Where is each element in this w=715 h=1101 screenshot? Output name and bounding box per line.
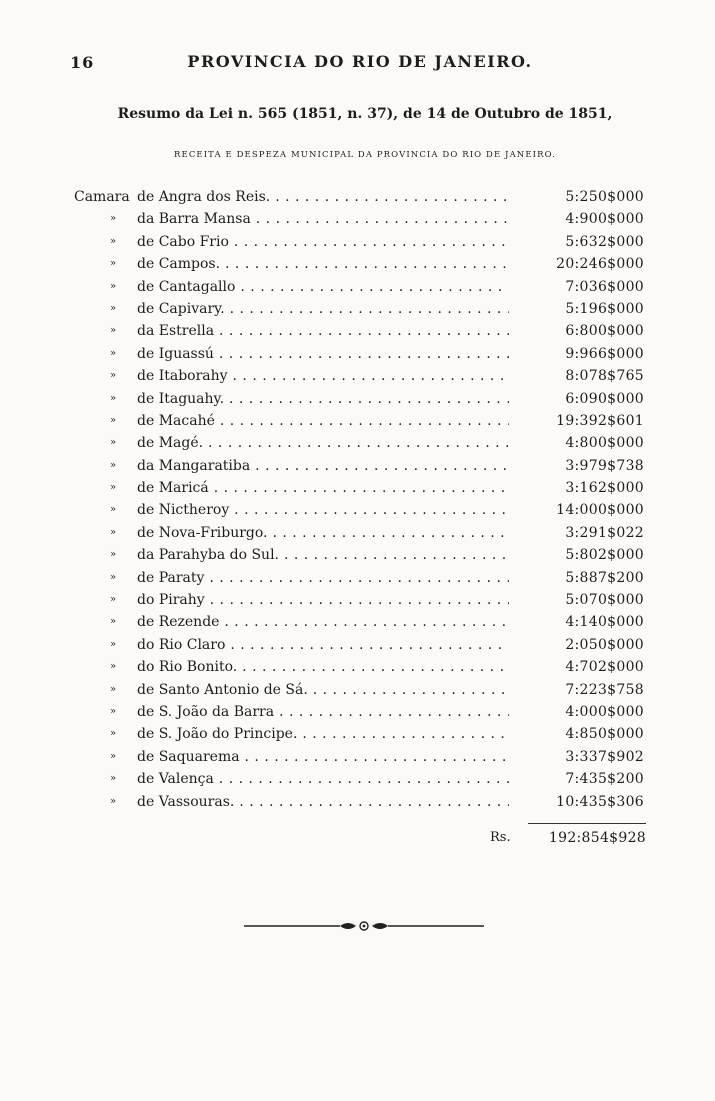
ditto-mark: »: [110, 638, 117, 650]
table-row: [74, 723, 654, 745]
municipality-name: da Barra Mansa . .: [137, 208, 509, 230]
table-row: [74, 634, 654, 656]
municipality-name: de S. João do Principe. . .: [137, 723, 509, 745]
municipality-name: de Magé. . .: [137, 432, 509, 454]
amount: 20:246$000: [556, 256, 644, 273]
amount: 10:435$306: [556, 793, 644, 810]
municipality-name: de Macahé . .: [137, 410, 509, 432]
total-amount: 192:854$928: [548, 830, 646, 846]
municipality-name: de Angra dos Reis. . .: [137, 186, 509, 208]
table-row: [74, 499, 654, 521]
municipality-name: de Maricá . .: [137, 477, 509, 499]
ditto-mark: »: [110, 795, 117, 807]
amount: 6:800$000: [565, 323, 644, 340]
table-row: [74, 656, 654, 678]
amount: 3:162$000: [565, 480, 644, 497]
amount: 2:050$000: [565, 636, 644, 653]
ditto-mark: »: [110, 728, 117, 740]
table-row: [74, 746, 654, 768]
table-row: [74, 701, 654, 723]
amount: 4:702$000: [565, 659, 644, 676]
running-title: PROVINCIA DO RIO DE JANEIRO.: [187, 52, 533, 71]
law-subtitle: Resumo da Lei n. 565 (1851, n. 37), de 14 de Outubro de 1851,: [117, 106, 613, 122]
table-row: [74, 522, 654, 544]
amount: 4:900$000: [565, 211, 644, 228]
amount: 5:070$000: [565, 592, 644, 609]
amount: 7:435$200: [565, 771, 644, 788]
amount: 4:140$000: [565, 614, 644, 631]
amount: 5:632$000: [565, 233, 644, 250]
table-row: [74, 611, 654, 633]
table-row: [74, 276, 654, 298]
amount: 4:000$000: [565, 703, 644, 720]
table-row: [74, 679, 654, 701]
ditto-mark: »: [110, 616, 117, 628]
ditto-mark: »: [110, 504, 117, 516]
amount: 14:000$000: [556, 502, 644, 519]
ditto-mark: »: [110, 571, 117, 583]
municipality-name: de Campos. . .: [137, 253, 509, 275]
amount: 7:223$758: [565, 681, 644, 698]
table-row: [74, 298, 654, 320]
table-caption: RECEITA E DESPEZA MUNICIPAL DA PROVINCIA DO RIO DE JANEIRO.: [174, 150, 556, 160]
ditto-mark: »: [110, 414, 117, 426]
municipality-name: de Itaguahy. . .: [137, 388, 509, 410]
municipal-table: [74, 186, 654, 813]
table-row: [74, 567, 654, 589]
ditto-mark: »: [110, 347, 117, 359]
amount: 3:337$902: [565, 748, 644, 765]
amount: 8:078$765: [565, 368, 644, 385]
ditto-mark: »: [110, 773, 117, 785]
municipality-name: de Iguassú . .: [137, 343, 509, 365]
ditto-mark: »: [110, 258, 117, 270]
ditto-mark: »: [110, 661, 117, 673]
amount: 4:850$000: [565, 726, 644, 743]
ditto-mark: »: [110, 280, 117, 292]
table-row: [74, 768, 654, 790]
ditto-mark: »: [110, 683, 117, 695]
municipality-name: de Rezende . .: [137, 611, 509, 633]
table-row: [74, 231, 654, 253]
table-row: [74, 455, 654, 477]
amount: 5:196$000: [565, 300, 644, 317]
ditto-mark: »: [110, 705, 117, 717]
ditto-mark: »: [110, 370, 117, 382]
total-label: Rs.: [490, 830, 511, 845]
table-row: [74, 544, 654, 566]
ditto-mark: »: [110, 482, 117, 494]
amount: 9:966$000: [565, 345, 644, 362]
ditto-mark: »: [110, 750, 117, 762]
table-row: [74, 208, 654, 230]
ditto-mark: »: [110, 213, 117, 225]
ditto-mark: »: [110, 437, 117, 449]
ditto-mark: »: [110, 235, 117, 247]
municipality-name: de Capivary. . .: [137, 298, 509, 320]
municipality-name: do Pirahy . .: [137, 589, 509, 611]
ditto-mark: »: [110, 549, 117, 561]
table-row: [74, 343, 654, 365]
municipality-name: de Paraty . .: [137, 567, 509, 589]
total-rule: [528, 823, 646, 824]
table-row: [74, 432, 654, 454]
row-prefix: Camara: [74, 189, 130, 205]
ditto-mark: »: [110, 459, 117, 471]
ditto-mark: »: [110, 325, 117, 337]
table-row: [74, 589, 654, 611]
table-row: [74, 320, 654, 342]
table-row: [74, 477, 654, 499]
ditto-mark: »: [110, 526, 117, 538]
table-row: [74, 186, 654, 208]
amount: 3:291$022: [565, 524, 644, 541]
ornament-divider: [244, 918, 484, 934]
municipality-name: da Estrella . .: [137, 320, 509, 342]
municipality-name: de Nictheroy . .: [137, 499, 509, 521]
municipality-name: de Cantagallo . .: [137, 276, 509, 298]
table-row: [74, 388, 654, 410]
ditto-mark: »: [110, 594, 117, 606]
amount: 6:090$000: [565, 390, 644, 407]
ditto-mark: »: [110, 392, 117, 404]
municipality-name: de Nova-Friburgo. . .: [137, 522, 509, 544]
municipality-name: da Parahyba do Sul. . .: [137, 544, 509, 566]
municipality-name: de Valença . .: [137, 768, 509, 790]
municipality-name: do Rio Bonito. . .: [137, 656, 509, 678]
municipality-name: de S. João da Barra . .: [137, 701, 509, 723]
municipality-name: do Rio Claro . .: [137, 634, 509, 656]
municipality-name: de Itaborahy . .: [137, 365, 509, 387]
municipality-name: de Vassouras. . .: [137, 791, 509, 813]
municipality-name: de Santo Antonio de Sá. . .: [137, 679, 509, 701]
table-row: [74, 253, 654, 275]
amount: 3:979$738: [565, 457, 644, 474]
amount: 4:800$000: [565, 435, 644, 452]
table-row: [74, 410, 654, 432]
amount: 5:250$000: [565, 189, 644, 205]
amount: 5:802$000: [565, 547, 644, 564]
ditto-mark: »: [110, 302, 117, 314]
amount: 19:392$601: [556, 412, 644, 429]
table-row: [74, 791, 654, 813]
municipality-name: da Mangaratiba . .: [137, 455, 509, 477]
municipality-name: de Saquarema . .: [137, 746, 509, 768]
table-row: [74, 365, 654, 387]
municipality-name: de Cabo Frio . .: [137, 231, 509, 253]
page-number: 16: [70, 53, 95, 72]
amount: 5:887$200: [565, 569, 644, 586]
amount: 7:036$000: [565, 278, 644, 295]
